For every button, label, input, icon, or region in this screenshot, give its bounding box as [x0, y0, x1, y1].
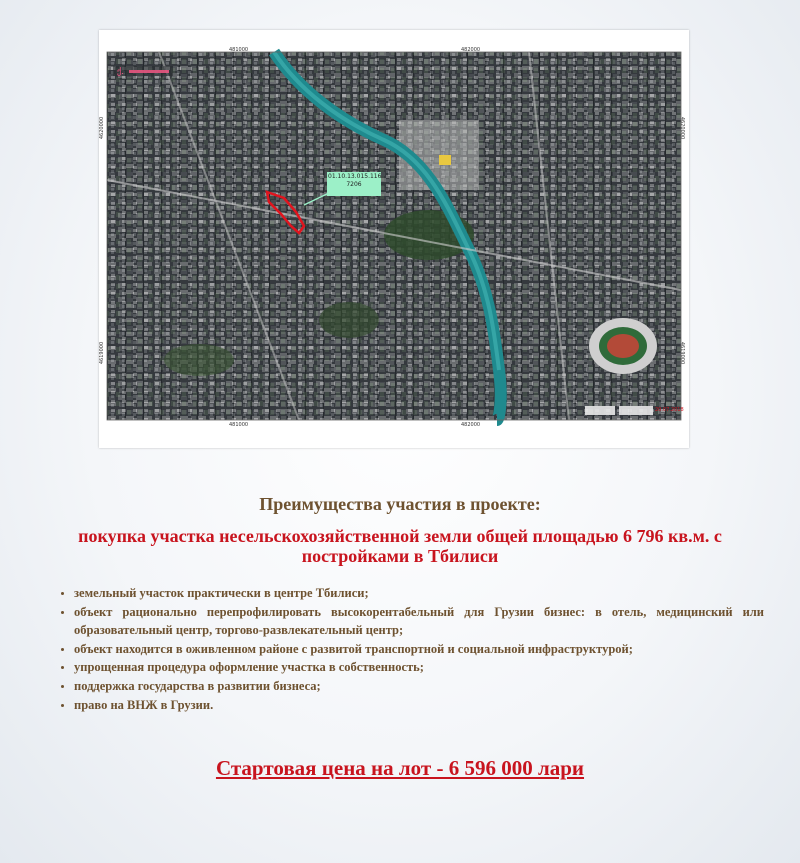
grid-label-top-left: 481000 — [229, 47, 249, 53]
satellite-map — [99, 30, 689, 448]
grid-label-right-bottom: 4619000 — [679, 341, 686, 365]
parcel-cadastral-code: 01.10.13.015.116 — [328, 173, 382, 180]
grid-label-top-right: 482000 — [461, 47, 481, 53]
map-date-stamp: 20.07.2018 — [655, 407, 684, 413]
benefit-item: • право на ВНЖ в Грузии. — [74, 696, 764, 715]
grid-label-bottom-left: 481000 — [229, 422, 249, 428]
grid-label-bottom-right: 482000 — [461, 422, 481, 428]
grid-label-left-bottom: 4619000 — [99, 341, 106, 365]
grid-label-left-top: 4620000 — [99, 116, 106, 140]
benefit-item: • упрощенная процедура оформление участка в собственность; — [74, 658, 764, 677]
satellite-map-image — [99, 30, 689, 448]
grid-label-right-top: 4620000 — [679, 116, 686, 140]
benefit-item: • объект рационально перепрофилировать высокорентабельный для Грузии бизнес: в отель, медицинский или образовательный центр, торгово-развлекательный центр; — [74, 603, 764, 640]
starting-price: Стартовая цена на лот - 6 596 000 лари — [215, 756, 585, 780]
benefit-item: • земельный участок практически в центре Тбилиси; — [74, 584, 764, 603]
svg-text:ქ.: ქ. — [117, 67, 124, 76]
benefit-item: • объект находится в оживленном районе с развитой транспортной и социальной инфраструктурой; — [74, 640, 764, 659]
benefits-list — [56, 584, 764, 714]
parcel-callout-label — [328, 173, 380, 189]
benefit-item: • поддержка государства в развитии бизнеса; — [74, 677, 764, 696]
parcel-area-value: 7206 — [346, 181, 362, 188]
page-title: Преимущества участия в проекте: — [259, 494, 541, 514]
offer-subtitle: покупка участка несельскохозяйственной земли общей площадью 6 796 кв.м. с постройками в Тбилиси — [78, 526, 722, 566]
